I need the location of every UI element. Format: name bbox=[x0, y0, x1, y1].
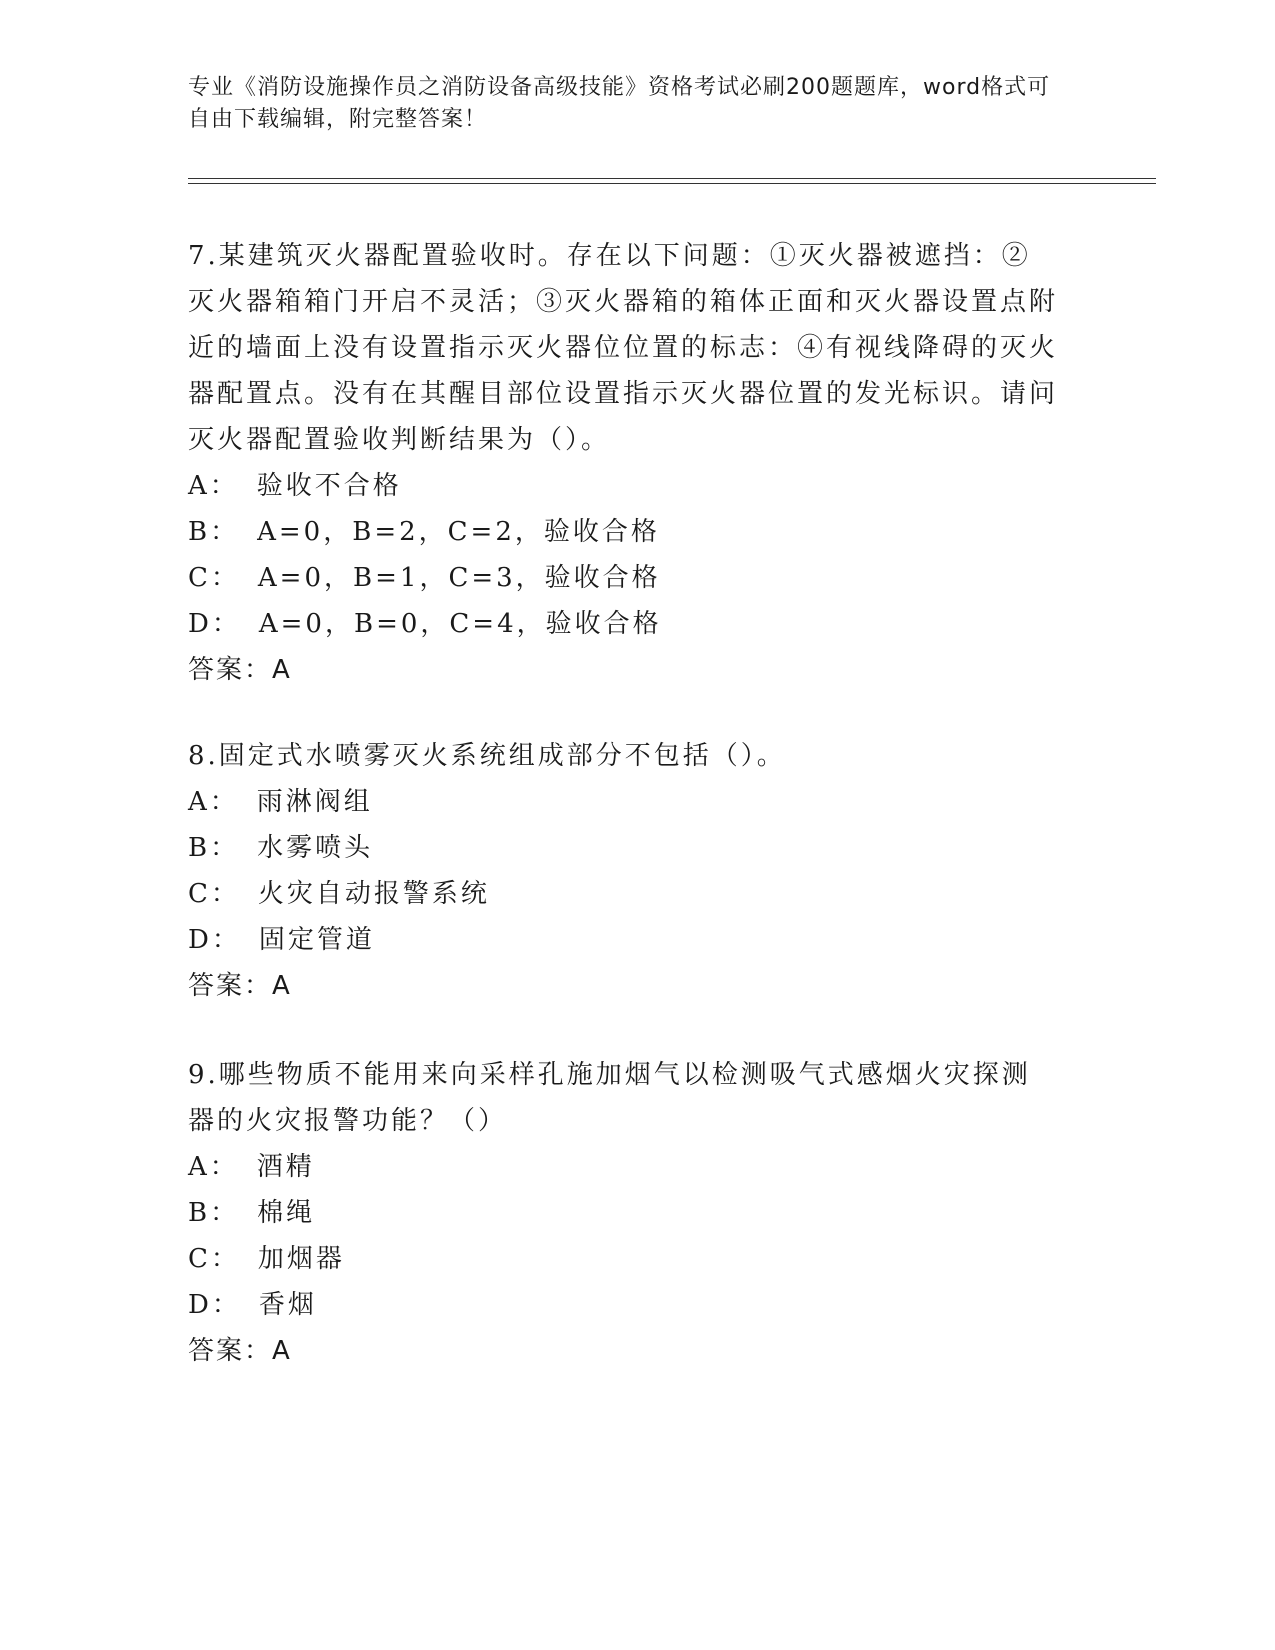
option-d bbox=[188, 601, 1058, 647]
option-letter: A： bbox=[188, 1152, 239, 1182]
header-divider-top bbox=[188, 178, 1156, 179]
option-c bbox=[188, 555, 1058, 601]
answer: 答案：A bbox=[188, 1336, 292, 1366]
option-text: A=0，B=1，C=3，验收合格 bbox=[257, 563, 661, 593]
option-letter: B： bbox=[188, 517, 240, 547]
option-text: 酒精 bbox=[256, 1152, 315, 1182]
option-text: 加烟器 bbox=[257, 1244, 345, 1274]
option-b bbox=[188, 509, 1058, 555]
answer: 答案：A bbox=[188, 655, 292, 685]
question-7 bbox=[188, 233, 1058, 693]
option-letter: C： bbox=[188, 879, 240, 909]
option-letter: D： bbox=[188, 925, 241, 955]
option-c bbox=[188, 871, 1058, 917]
option-text: 雨淋阀组 bbox=[256, 787, 373, 817]
option-text: A=0，B=2，C=2，验收合格 bbox=[257, 517, 660, 547]
option-letter: A： bbox=[188, 471, 239, 501]
option-text: 固定管道 bbox=[258, 925, 375, 955]
option-letter: A： bbox=[188, 787, 239, 817]
option-c bbox=[188, 1236, 1058, 1282]
option-text: A=0，B=0，C=4，验收合格 bbox=[258, 609, 662, 639]
question-9 bbox=[188, 1052, 1058, 1374]
option-a bbox=[188, 463, 1058, 509]
question-8 bbox=[188, 733, 1058, 1009]
option-letter: C： bbox=[188, 1244, 240, 1274]
option-text: 棉绳 bbox=[257, 1198, 316, 1228]
option-text: 验收不合格 bbox=[256, 471, 402, 501]
option-text: 火灾自动报警系统 bbox=[257, 879, 490, 909]
document-header: 专业《消防设施操作员之消防设备高级技能》资格考试必刷200题题库，word格式可自由下载编辑，附完整答案！ bbox=[188, 75, 1051, 132]
option-d bbox=[188, 917, 1058, 963]
option-letter: D： bbox=[188, 1290, 241, 1320]
answer: 答案：A bbox=[188, 971, 292, 1001]
option-a bbox=[188, 1144, 1058, 1190]
option-letter: B： bbox=[188, 1198, 240, 1228]
option-letter: D： bbox=[188, 609, 241, 639]
option-a bbox=[188, 779, 1058, 825]
option-text: 水雾喷头 bbox=[257, 833, 374, 863]
option-d bbox=[188, 1282, 1058, 1328]
question-text: 8.固定式水喷雾灭火系统组成部分不包括（）。 bbox=[188, 741, 786, 771]
option-text: 香烟 bbox=[258, 1290, 317, 1320]
option-b bbox=[188, 1190, 1058, 1236]
question-text: 7.某建筑灭火器配置验收时。存在以下问题：①灭火器被遮挡：②灭火器箱箱门开启不灵活；③灭火器箱的箱体正面和灭火器设置点附近的墙面上没有设置指示灭火器位位置的标志：④有视线降碍的灭火器配置点。没有在其醒目部位设置指示灭火器位置的发光标识。请问灭火器配置验收判断结果为（）。 bbox=[188, 241, 1059, 455]
option-b bbox=[188, 825, 1058, 871]
header-divider-bottom bbox=[188, 183, 1156, 184]
option-letter: B： bbox=[188, 833, 240, 863]
question-text: 9.哪些物质不能用来向采样孔施加烟气以检测吸气式感烟火灾探测器的火灾报警功能？（） bbox=[188, 1060, 1031, 1136]
option-letter: C： bbox=[188, 563, 240, 593]
